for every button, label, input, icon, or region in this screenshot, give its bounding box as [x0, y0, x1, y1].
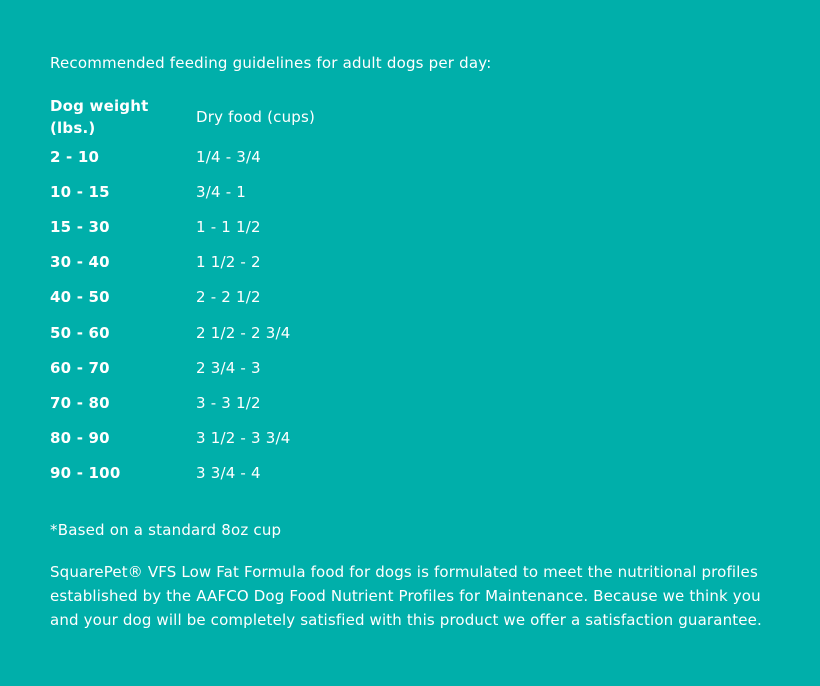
food-cell: 2 3/4 - 3	[196, 358, 261, 377]
weight-cell: 2 - 10	[50, 147, 100, 166]
table-row	[50, 280, 315, 315]
weight-cell: 15 - 30	[50, 217, 110, 236]
table-header-row	[50, 95, 315, 139]
table-row	[50, 315, 315, 350]
table-row	[50, 350, 315, 385]
table-row	[50, 385, 315, 420]
food-cell: 3 - 3 1/2	[196, 393, 261, 412]
footnote: *Based on a standard 8oz cup	[50, 520, 282, 539]
table-row	[50, 209, 315, 244]
weight-cell: 70 - 80	[50, 393, 110, 412]
food-cell: 1 1/2 - 2	[196, 253, 261, 272]
weight-cell: 60 - 70	[50, 358, 110, 377]
table-row	[50, 421, 315, 456]
food-cell: 3/4 - 1	[196, 182, 247, 201]
weight-cell: 50 - 60	[50, 323, 110, 342]
header-dry-food: Dry food (cups)	[196, 108, 316, 126]
food-cell: 1 - 1 1/2	[196, 217, 261, 236]
food-cell: 3 1/2 - 3 3/4	[196, 429, 291, 448]
table-row	[50, 456, 315, 491]
table-row	[50, 139, 315, 174]
food-cell: 2 - 2 1/2	[196, 288, 261, 307]
product-description: SquarePet® VFS Low Fat Formula food for dogs is formulated to meet the nutritional profiles established by the AAFCO Dog Food Nutrient Profiles for Maintenance. Because we think you and your dog will be completely satisfied with this product we offer a satisfaction guarantee.	[50, 562, 762, 629]
table-row	[50, 245, 315, 280]
table-row	[50, 174, 315, 209]
food-cell: 2 1/2 - 2 3/4	[196, 323, 291, 342]
header-dog-weight: Dog weight (lbs.)	[50, 97, 149, 137]
weight-cell: 90 - 100	[50, 464, 121, 483]
weight-cell: 40 - 50	[50, 288, 110, 307]
food-cell: 3 3/4 - 4	[196, 464, 261, 483]
intro-text: Recommended feeding guidelines for adult dogs per day:	[50, 54, 492, 72]
weight-cell: 10 - 15	[50, 182, 110, 201]
weight-cell: 80 - 90	[50, 429, 110, 448]
food-cell: 1/4 - 3/4	[196, 147, 262, 166]
weight-cell: 30 - 40	[50, 253, 110, 272]
feeding-table	[50, 95, 315, 491]
